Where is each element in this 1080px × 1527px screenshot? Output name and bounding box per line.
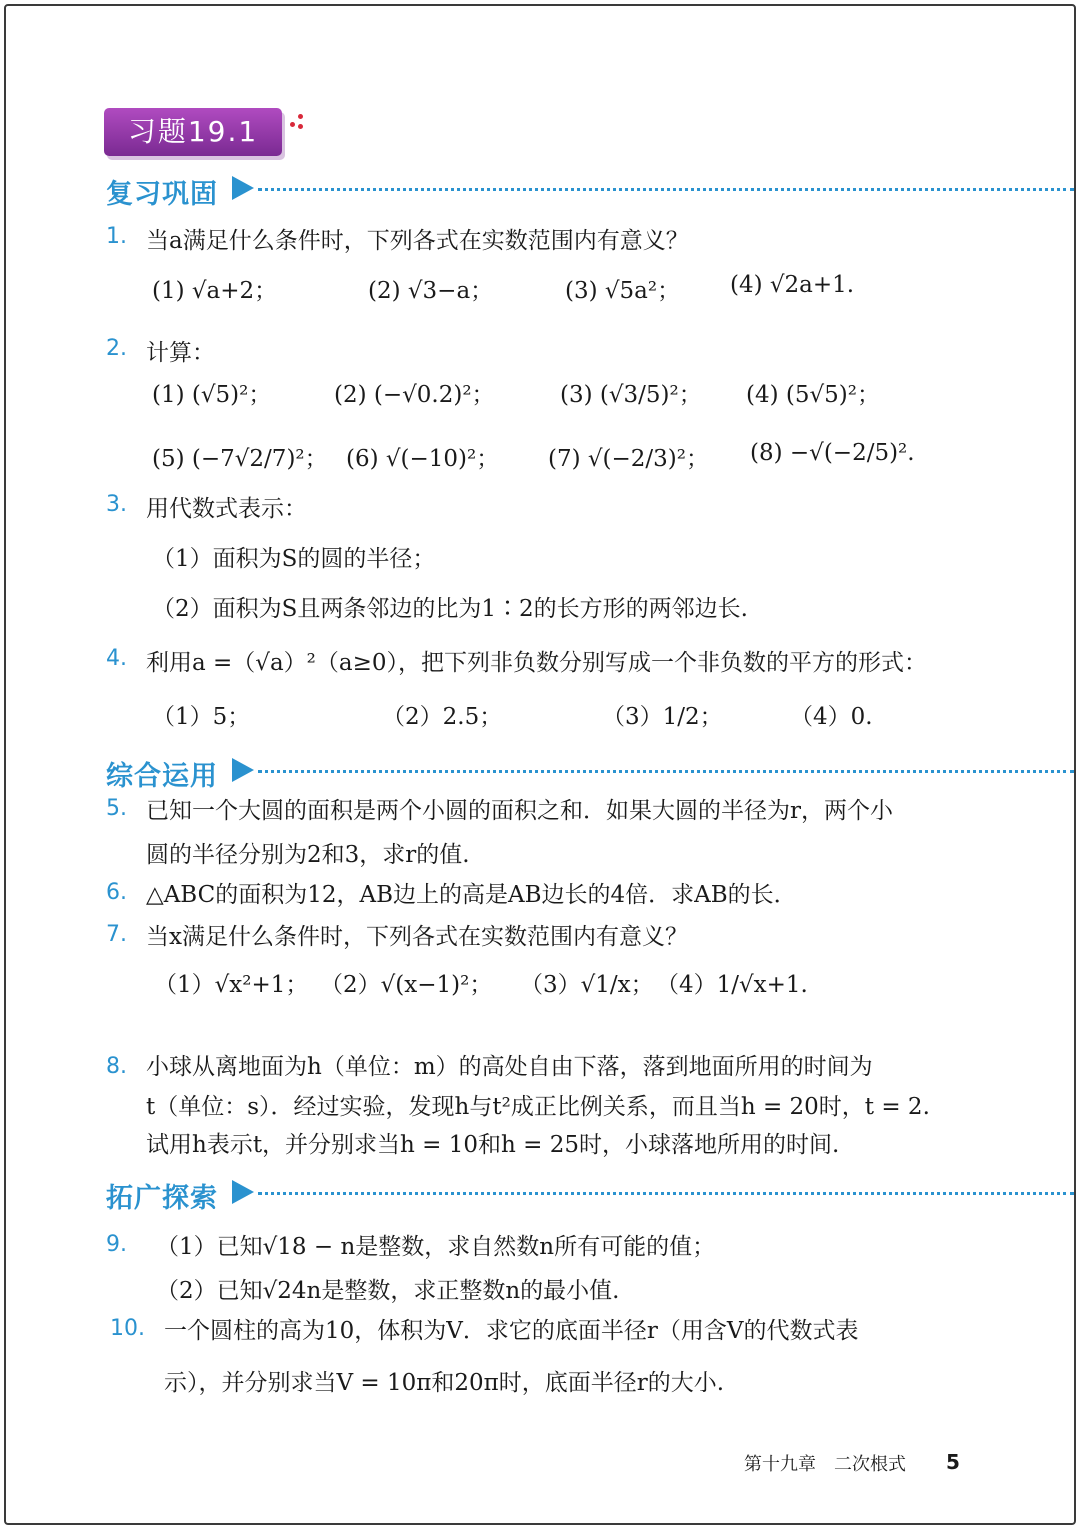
section-dotted-rule — [258, 770, 1074, 773]
q4-text: 利用a =（√a）²（a≥0），把下列非负数分别写成一个非负数的平方的形式： — [146, 650, 928, 676]
section-arrow-icon — [232, 758, 254, 782]
q9-number: 9. — [106, 1232, 127, 1257]
q7-item-2: （2）√(x−1)²； — [320, 972, 493, 998]
q3-item-2: （2）面积为S且两条邻边的比为1∶2的长方形的两邻边长. — [152, 596, 748, 622]
q5-number: 5. — [106, 796, 127, 821]
footer-page-number: 5 — [946, 1450, 960, 1474]
q2-item-2: (2) (−√0.2)²； — [334, 382, 495, 408]
q2-item-1: (1) (√5)²； — [152, 382, 272, 408]
q2-item-8: (8) −√(−2/5)². — [750, 440, 915, 466]
q7-item-1: （1）√x²+1； — [154, 972, 309, 998]
q8-line-3: 试用h表示t，并分别求当h = 10和h = 25时，小球落地所用的时间. — [146, 1132, 840, 1158]
q3-number: 3. — [106, 492, 127, 517]
q2-item-4: (4) (5√5)²； — [746, 382, 880, 408]
q8-line-1: 小球从离地面为h（单位：m）的高处自由下落，落到地面所用的时间为 — [146, 1054, 873, 1080]
q1-number: 1. — [106, 224, 127, 249]
q3-text: 用代数式表示： — [146, 496, 307, 522]
q10-number: 10. — [110, 1316, 145, 1341]
q7-item-3: （3）√1/x； — [520, 972, 654, 998]
q1-item-1: (1) √a+2； — [152, 278, 278, 304]
q7-number: 7. — [106, 922, 127, 947]
q6-number: 6. — [106, 880, 127, 905]
section-arrow-icon — [232, 1180, 254, 1204]
section-explore-label: 拓广探索 — [106, 1183, 218, 1214]
q2-number: 2. — [106, 336, 127, 361]
q1-item-3: (3) √5a²； — [565, 278, 681, 304]
q9-line-1: （1）已知√18 − n是整数，求自然数n所有可能的值； — [156, 1234, 716, 1260]
q1-item-4: (4) √2a+1. — [730, 272, 855, 298]
q2-item-5: (5) (−7√2/7)²； — [152, 446, 328, 472]
q4-number: 4. — [106, 646, 127, 671]
exercise-title-badge — [104, 108, 282, 156]
q6-text: △ABC的面积为12，AB边上的高是AB边长的4倍．求AB的长． — [146, 882, 797, 908]
q2-item-6: (6) √(−10)²； — [346, 446, 500, 472]
q9-line-2: （2）已知√24n是整数，求正整数n的最小值. — [156, 1278, 620, 1304]
exercise-title: 习题19.1 — [127, 115, 259, 148]
q10-line-1: 一个圆柱的高为10，体积为V．求它的底面半径r（用含V的代数式表 — [164, 1318, 859, 1344]
q4-item-3: （3）1/2； — [602, 704, 723, 730]
section-apply-label: 综合运用 — [106, 761, 218, 792]
q7-text: 当x满足什么条件时，下列各式在实数范围内有意义？ — [146, 924, 688, 950]
q4-item-1: （1）5； — [152, 704, 251, 730]
q5-line-2: 圆的半径分别为2和3，求r的值. — [146, 842, 470, 868]
q1-item-2: (2) √3−a； — [368, 278, 494, 304]
q8-line-2: t（单位：s）．经过实验，发现h与t²成正比例关系，而且当h = 20时，t = 2. — [146, 1094, 930, 1120]
section-dotted-rule — [258, 1192, 1074, 1195]
q3-item-1: （1）面积为S的圆的半径； — [152, 546, 436, 572]
section-review-label: 复习巩固 — [106, 179, 218, 210]
q2-item-3: (3) (√3/5)²； — [560, 382, 702, 408]
section-dotted-rule — [258, 188, 1074, 191]
q5-line-1: 已知一个大圆的面积是两个小圆的面积之和．如果大圆的半径为r，两个小 — [146, 798, 893, 824]
footer-chapter: 第十九章 二次根式 — [744, 1454, 906, 1475]
q4-item-4: （4）0. — [790, 704, 873, 730]
q8-number: 8. — [106, 1054, 127, 1079]
section-arrow-icon — [232, 176, 254, 200]
q10-line-2: 示），并分别求当V = 10π和20π时，底面半径r的大小. — [164, 1370, 725, 1396]
q2-text: 计算： — [146, 340, 215, 366]
q4-item-2: （2）2.5； — [382, 704, 503, 730]
q1-text: 当a满足什么条件时，下列各式在实数范围内有意义？ — [146, 228, 689, 254]
q2-item-7: (7) √(−2/3)²； — [548, 446, 709, 472]
q7-item-4: （4）1/√x+1. — [656, 972, 808, 998]
